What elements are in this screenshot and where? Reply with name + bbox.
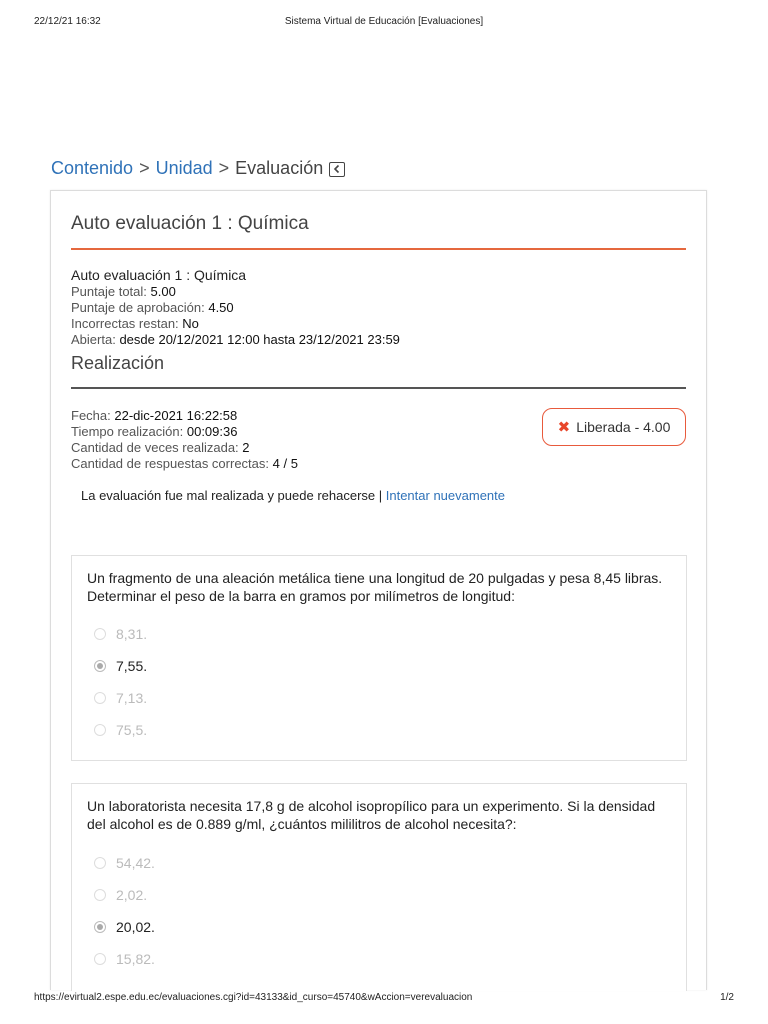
answer-option[interactable]: 2,02. bbox=[94, 879, 155, 911]
radio-button-checked[interactable] bbox=[94, 660, 106, 672]
answer-option[interactable]: 54,42. bbox=[94, 847, 155, 879]
question-card bbox=[71, 555, 687, 761]
radio-button[interactable] bbox=[94, 628, 106, 640]
answer-option-selected[interactable]: 20,02. bbox=[94, 911, 155, 943]
info-row-passing-score: Puntaje de aprobación: 4.50 bbox=[71, 300, 234, 315]
answer-option[interactable]: 75,5. bbox=[94, 714, 147, 746]
print-url: https://evirtual2.espe.edu.ec/evaluaciones.cgi?id=43133&id_curso=45740&wAccion=verevaluacion bbox=[34, 992, 473, 1003]
attempt-row-duration: Tiempo realización: 00:09:36 bbox=[71, 424, 238, 439]
question-card bbox=[71, 783, 687, 991]
question-options bbox=[94, 618, 147, 746]
breadcrumb bbox=[51, 158, 345, 179]
back-arrow-icon[interactable] bbox=[329, 162, 345, 177]
close-x-icon: ✖ bbox=[557, 418, 571, 436]
print-header bbox=[34, 16, 734, 30]
radio-button[interactable] bbox=[94, 857, 106, 869]
attempt-row-correct: Cantidad de respuestas correctas: 4 / 5 bbox=[71, 456, 298, 471]
answer-option[interactable]: 8,31. bbox=[94, 618, 147, 650]
attempt-row-date: Fecha: 22-dic-2021 16:22:58 bbox=[71, 408, 238, 423]
breadcrumb-separator: > bbox=[218, 158, 230, 178]
attempt-row-times: Cantidad de veces realizada: 2 bbox=[71, 440, 250, 455]
radio-button[interactable] bbox=[94, 953, 106, 965]
breadcrumb-current: Evaluación bbox=[235, 158, 324, 178]
retry-link[interactable]: Intentar nuevamente bbox=[385, 488, 505, 503]
realizacion-title: Realización bbox=[71, 353, 686, 389]
evaluation-title: Auto evaluación 1 : Química bbox=[71, 213, 686, 250]
evaluation-info bbox=[71, 267, 686, 348]
question-options bbox=[94, 847, 155, 975]
radio-button-checked[interactable] bbox=[94, 921, 106, 933]
question-text: Un laboratorista necesita 17,8 g de alcohol isopropílico para un experimento. Si la densidad del alcohol es de 0.889 g/ml, ¿cuántos mililitros de alcohol necesita?: bbox=[87, 798, 656, 832]
question-text: Un fragmento de una aleación metálica tiene una longitud de 20 pulgadas y pesa 8,45 libras. Determinar el peso de la barra en gramos por milímetros de longitud: bbox=[87, 570, 663, 604]
evaluation-name: Auto evaluación 1 : Química bbox=[71, 267, 247, 283]
radio-button[interactable] bbox=[94, 889, 106, 901]
info-row-open-period: Abierta: desde 20/12/2021 12:00 hasta 23/12/2021 23:59 bbox=[71, 332, 400, 347]
status-badge bbox=[542, 408, 686, 446]
answer-option[interactable]: 15,82. bbox=[94, 943, 155, 975]
info-row-total-score: Puntaje total: 5.00 bbox=[71, 284, 176, 299]
radio-button[interactable] bbox=[94, 724, 106, 736]
retake-message-text: La evaluación fue mal realizada y puede rehacerse | bbox=[81, 488, 383, 503]
answer-option[interactable]: 7,13. bbox=[94, 682, 147, 714]
print-document-title: Sistema Virtual de Educación [Evaluaciones] bbox=[284, 16, 484, 27]
breadcrumb-contenido-link[interactable]: Contenido bbox=[51, 158, 134, 178]
print-page-number: 1/2 bbox=[720, 992, 734, 1003]
info-row-wrong-subtract: Incorrectas restan: No bbox=[71, 316, 199, 331]
print-footer bbox=[34, 992, 734, 1006]
breadcrumb-unidad-link[interactable]: Unidad bbox=[155, 158, 213, 178]
breadcrumb-separator: > bbox=[139, 158, 150, 178]
retake-message bbox=[81, 488, 505, 503]
answer-option-selected[interactable]: 7,55. bbox=[94, 650, 147, 682]
print-datetime: 22/12/21 16:32 bbox=[34, 16, 101, 27]
attempt-details bbox=[71, 408, 298, 472]
radio-button[interactable] bbox=[94, 692, 106, 704]
status-badge-label: Liberada - 4.00 bbox=[576, 419, 671, 435]
evaluation-panel bbox=[50, 190, 707, 990]
